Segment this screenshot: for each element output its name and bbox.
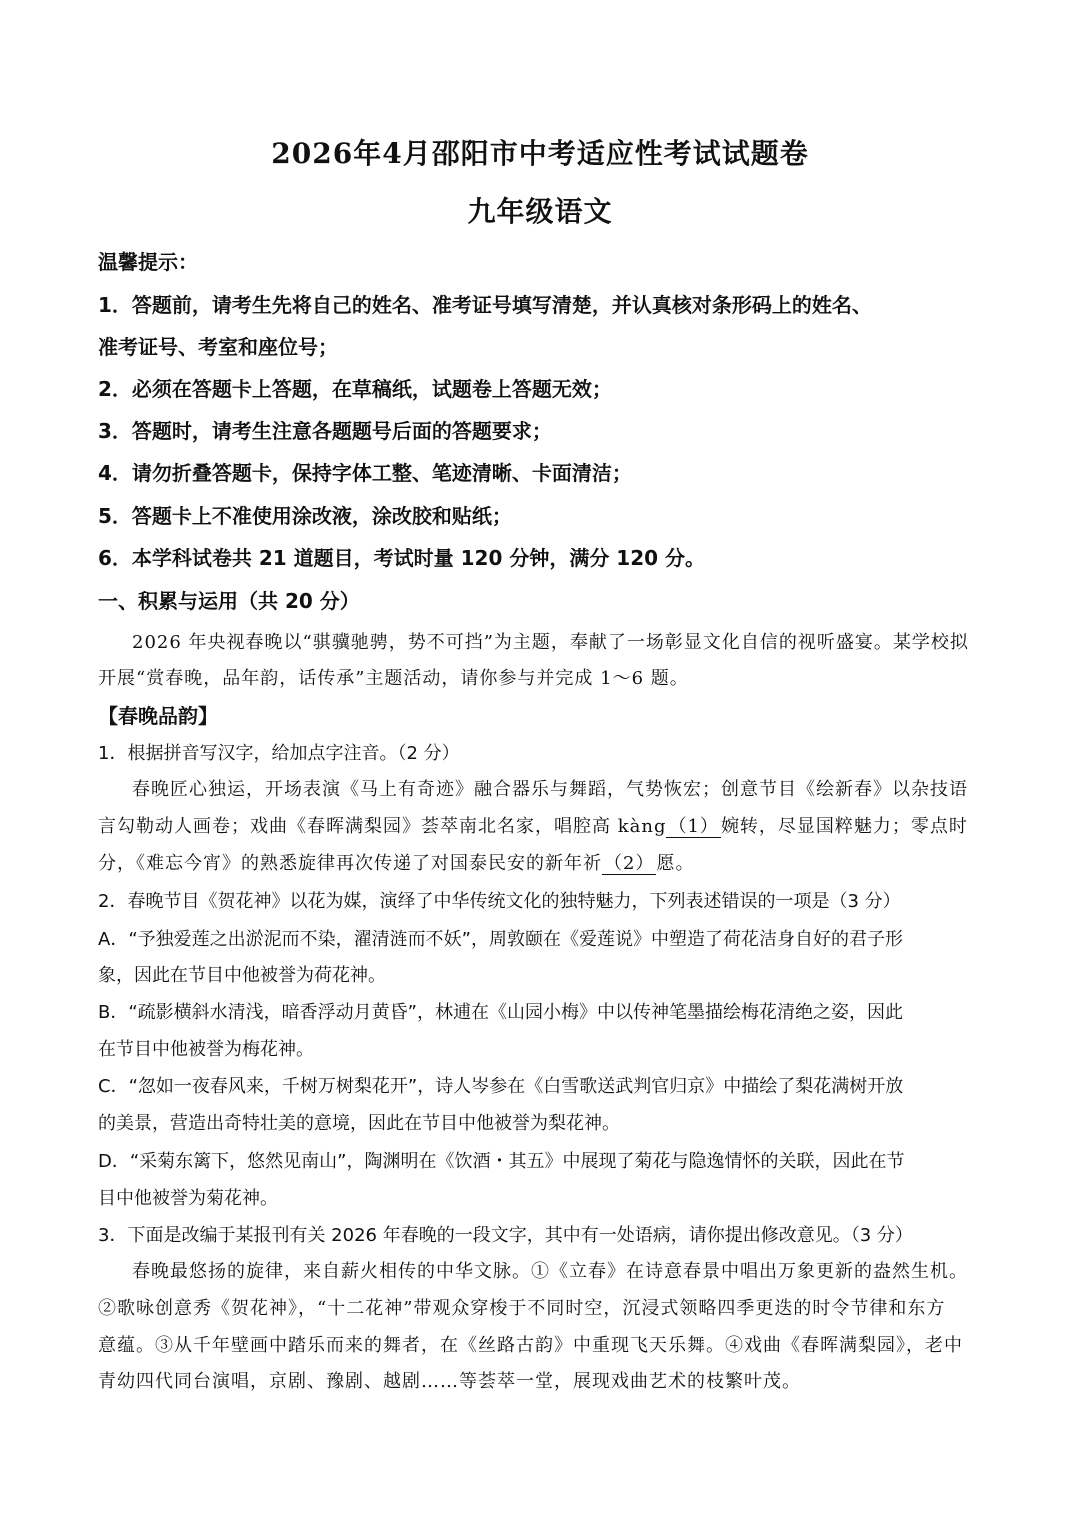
question-2-stem: 2．春晚节目《贺花神》以花为媒，演绎了中华传统文化的独特魅力，下列表述错误的一项是（3 分）: [98, 891, 901, 912]
notice-line-2: 2．必须在答题卡上答题，在草稿纸，试题卷上答题无效；: [98, 377, 612, 401]
dotted-character: 祈: [583, 853, 602, 874]
question-1-stem: 1．根据拼音写汉字，给加点字注音。（2 分）: [98, 743, 460, 764]
option-c-line-1: C．“忽如一夜春风来，千树万树梨花开”，诗人岑参在《白雪歌送武判官归京》中描绘了梨花满树开放: [98, 1076, 904, 1097]
notice-line-3: 3．答题时，请考生注意各题题号后面的答题要求；: [98, 419, 552, 443]
option-d-line-2: 目中他被誉为菊花神。: [98, 1188, 278, 1209]
notice-line-1-cont: 准考证号、考室和座位号；: [98, 335, 338, 359]
section-intro-line-2: 开展“赏春晚，品年韵，话传承”主题活动，请你参与并完成 1～6 题。: [98, 668, 689, 689]
blank-1: （1）: [668, 816, 719, 837]
question-3-passage-3: 意蕴。③从千年壁画中踏乐而来的舞者，在《丝路古韵》中重现飞天乐舞。④戏曲《春晖满梨园》，老中: [98, 1335, 963, 1356]
option-c-line-2: 的美景，营造出奇特壮美的意境，因此在节目中他被誉为梨花神。: [98, 1113, 620, 1134]
notice-line-1: 1．答题前，请考生先将自己的姓名、准考证号填写清楚，并认真核对条形码上的姓名、: [98, 293, 872, 317]
passage-3-text-b: 愿。: [656, 853, 695, 874]
question-1-passage-2: [98, 812, 982, 838]
blank-2: （2）: [604, 853, 655, 874]
notice-heading: 温馨提示：: [98, 250, 198, 274]
section-heading: 一、积累与运用（共 20 分）: [98, 589, 360, 613]
question-1-passage-3: [98, 849, 982, 875]
question-3-passage-4: 青幼四代同台演唱，京剧、豫剧、越剧……等荟萃一堂，展现戏曲艺术的枝繁叶茂。: [98, 1371, 801, 1392]
sub-heading: 【春晚品韵】: [98, 704, 218, 728]
notice-line-5: 5．答题卡上不准使用涂改液，涂改胶和贴纸；: [98, 504, 512, 528]
notice-line-6: 6．本学科试卷共 21 道题目，考试时量 120 分钟，满分 120 分。: [98, 546, 706, 570]
option-a-line-2: 象，因此在节目中他被誉为荷花神。: [98, 965, 386, 986]
option-d-line-1: D．“采菊东篱下，悠然见南山”，陶渊明在《饮酒・其五》中展现了菊花与隐逸情怀的关联，因此在节: [98, 1151, 905, 1172]
passage-2-text-a: 言勾勒动人画卷；戏曲《春晖满梨园》荟萃南北名家，唱腔高 kàng: [98, 816, 667, 837]
option-a-line-1: A．“予独爱莲之出淤泥而不染，濯清涟而不妖”，周敦颐在《爱莲说》中塑造了荷花洁身自好的君子形: [98, 929, 903, 950]
exam-title: 2026年4月邵阳市中考适应性考试试题卷: [271, 137, 809, 170]
question-3-stem: 3．下面是改编于某报刊有关 2026 年春晚的一段文字，其中有一处语病，请你提出修改意见。（3 分）: [98, 1225, 913, 1246]
question-1-passage-1: 春晚匠心独运，开场表演《马上有奇迹》融合器乐与舞蹈，气势恢宏；创意节目《绘新春》以杂技语: [132, 779, 968, 800]
section-intro-line-1: 2026 年央视春晚以“骐骥驰骋，势不可挡”为主题，奉献了一场彰显文化自信的视听盛宴。某学校拟: [132, 632, 969, 653]
passage-3-text-a: 分，《难忘今宵》的熟悉旋律再次传递了对国泰民安的新年: [98, 853, 583, 874]
question-3-passage-1: 春晚最悠扬的旋律，来自薪火相传的中华文脉。①《立春》在诗意春景中唱出万象更新的盎然生机。: [132, 1261, 968, 1282]
notice-line-4: 4．请勿折叠答题卡，保持字体工整、笔迹清晰、卡面清洁；: [98, 461, 632, 485]
option-b-line-2: 在节目中他被誉为梅花神。: [98, 1039, 314, 1060]
question-3-passage-2: ②歌咏创意秀《贺花神》，“十二花神”带观众穿梭于不同时空，沉浸式领略四季更迭的时令节律和东方: [98, 1298, 946, 1319]
passage-2-text-b: 婉转，尽显国粹魅力；零点时: [720, 816, 968, 837]
exam-subtitle: 九年级语文: [467, 195, 613, 228]
option-b-line-1: B．“疏影横斜水清浅，暗香浮动月黄昏”，林逋在《山园小梅》中以传神笔墨描绘梅花清绝之姿，因此: [98, 1002, 903, 1023]
